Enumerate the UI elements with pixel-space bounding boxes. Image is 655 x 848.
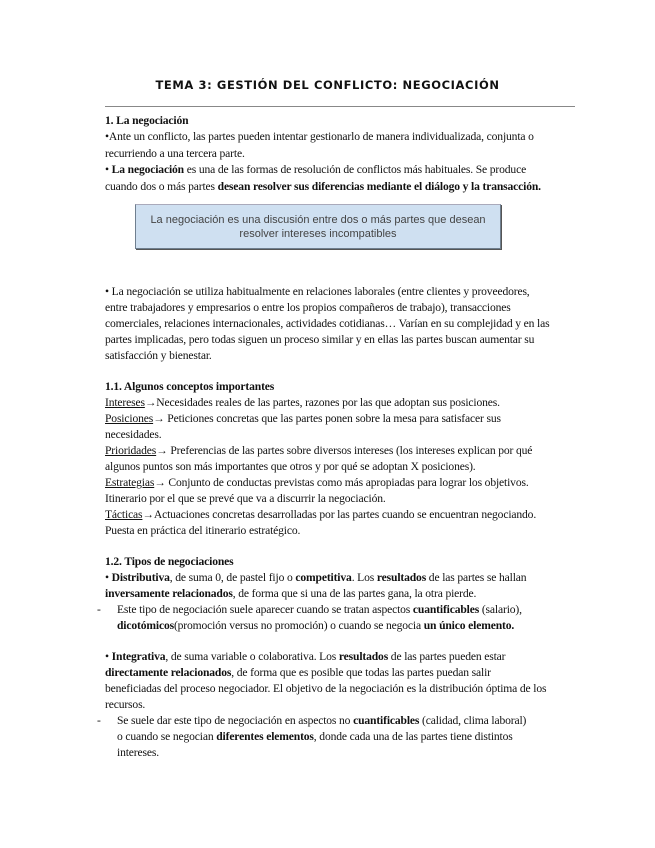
text-line [105,147,245,161]
text-segment: (promoción versus no promoción) o cuando se negocia [173,619,424,632]
text-line [105,163,526,177]
bold-text: resultados [376,571,427,584]
text-segment: algunos puntos son más importantes que otros y por qué se adoptan X posiciones). [105,460,476,473]
text-segment: beneficiadas del proceso negociador. El objetivo de la negociación es la distribución óptima de los [105,682,547,695]
concept-term: Estrategias [105,476,155,489]
text-segment: , donde cada una de las partes tiene distintos [313,730,513,743]
document-title: TEMA 3: GESTIÓN DEL CONFLICTO: NEGOCIACIÓN [155,78,500,92]
bold-text: directamente relacionados [105,666,232,679]
text-segment: . Los [351,571,377,584]
text-segment: Itinerario por el que se prevé que va a discurrir la negociación. [105,492,386,505]
callout-line: La negociación es una discusión entre dos o más partes que desean [150,214,486,226]
text-line [105,524,300,538]
text-line [105,317,549,331]
concept-term: Intereses [105,396,145,409]
text-line [117,730,513,744]
text-line [105,460,476,474]
text-segment: intereses. [117,746,159,759]
text-segment: comerciales, relaciones internacionales, actividades cotidianas… Varían en su complejidad y en las [105,317,550,330]
text-line [105,444,532,458]
text-segment: → Preferencias de las partes sobre diversos intereses (los intereses explican por qué [156,444,533,457]
text-line [105,650,505,664]
text-line [105,114,188,128]
text-segment: , de suma 0, de pastel fijo o [169,571,296,584]
text-segment: recursos. [105,698,146,711]
text-segment: cuando dos o más partes [105,180,218,193]
text-line [105,571,526,585]
text-line [105,301,511,315]
text-segment: entre trabajadores y empresarios o entre los propios compañeros de trabajo), transacciones [105,301,511,314]
bold-text: dicotómicos [117,619,174,632]
dash-bullet: - [97,714,101,727]
concept-term: Tácticas [105,508,143,521]
text-line [105,285,530,299]
text-segment: , de forma que si una de las partes gana, la otra pierde. [232,587,477,600]
text-segment: • La negociación se utiliza habitualmente en relaciones laborales (entre clientes y proveedores, [105,285,530,298]
bold-text: Distributiva [111,571,170,584]
bold-text: Integrativa [111,650,166,663]
text-segment: → Conjunto de conductas previstas como más apropiadas para lograr los objetivos. [154,476,529,489]
text-line [105,130,534,144]
text-line [105,587,476,601]
text-line [105,698,145,712]
text-line [105,492,386,506]
text-line [105,180,541,194]
text-segment: de las partes se hallan [426,571,527,584]
bold-text: un único elemento. [423,619,515,632]
text-segment: → Peticiones concretas que las partes ponen sobre la mesa para satisfacer sus [153,412,501,425]
bold-text: inversamente relacionados [105,587,233,600]
text-line [105,682,546,696]
text-line [105,333,534,347]
text-line [117,603,522,617]
text-segment: (salario), [479,603,522,616]
text-segment: o cuando se negocian [117,730,217,743]
bold-text: 1.2. Tipos de negociaciones [105,555,234,568]
dash-bullet: - [97,603,101,616]
text-line [105,666,491,680]
text-line [105,508,536,522]
text-line [105,396,500,410]
text-line [105,476,529,490]
text-segment: recurriendo a una tercera parte. [105,147,245,160]
text-segment: es una de las formas de resolución de conflictos más habituales. Se produce [183,163,527,176]
definition-callout [135,204,501,249]
bold-text: diferentes elementos [216,730,314,743]
bold-text: desean resolver sus diferencias mediante el diálogo y la transacción. [217,180,541,193]
text-segment: , de suma variable o colaborativa. Los [165,650,339,663]
text-segment: • [105,163,112,176]
bold-text: La negociación [111,163,184,176]
text-segment: • [105,650,112,663]
bold-text: cuantificables [353,714,420,727]
bold-text: 1.1. Algunos conceptos importantes [105,380,275,393]
text-segment: →Actuaciones concretas desarrolladas por las partes cuando se encuentran negociando. [142,508,537,521]
text-line [105,349,212,363]
text-line [105,555,234,569]
text-segment: →Necesidades reales de las partes, razones por las que adoptan sus posiciones. [144,396,500,409]
text-line [105,380,274,394]
text-segment: de las partes pueden estar [388,650,506,663]
text-segment: Se suele dar este tipo de negociación en aspectos no [117,714,354,727]
text-segment: , de forma que es posible que todas las partes puedan salir [231,666,491,679]
text-line [105,412,501,426]
text-segment: necesidades. [105,428,162,441]
text-segment: satisfacción y bienestar. [105,349,212,362]
text-line [117,746,159,760]
text-line [105,428,161,442]
concept-term: Prioridades [105,444,157,457]
text-line [117,619,514,633]
text-segment: • [105,571,112,584]
callout-line: resolver intereses incompatibles [239,228,397,240]
text-segment: Puesta en práctica del itinerario estratégico. [105,524,301,537]
bold-text: resultados [338,650,389,663]
bold-text: 1. La negociación [105,114,189,127]
text-line [117,714,526,728]
text-segment: (calidad, clima laboral) [419,714,527,727]
text-segment: •Ante un conflicto, las partes pueden intentar gestionarlo de manera individualizada, conjunta o [105,130,534,143]
text-segment: Este tipo de negociación suele aparecer cuando se tratan aspectos [117,603,413,616]
bold-text: cuantificables [412,603,480,616]
concept-term: Posiciones [105,412,154,425]
text-segment: partes implicadas, pero todas siguen un proceso similar y en ellas las partes buscan aumentar su [105,333,535,346]
title-divider [105,106,575,107]
bold-text: competitiva [295,571,352,584]
